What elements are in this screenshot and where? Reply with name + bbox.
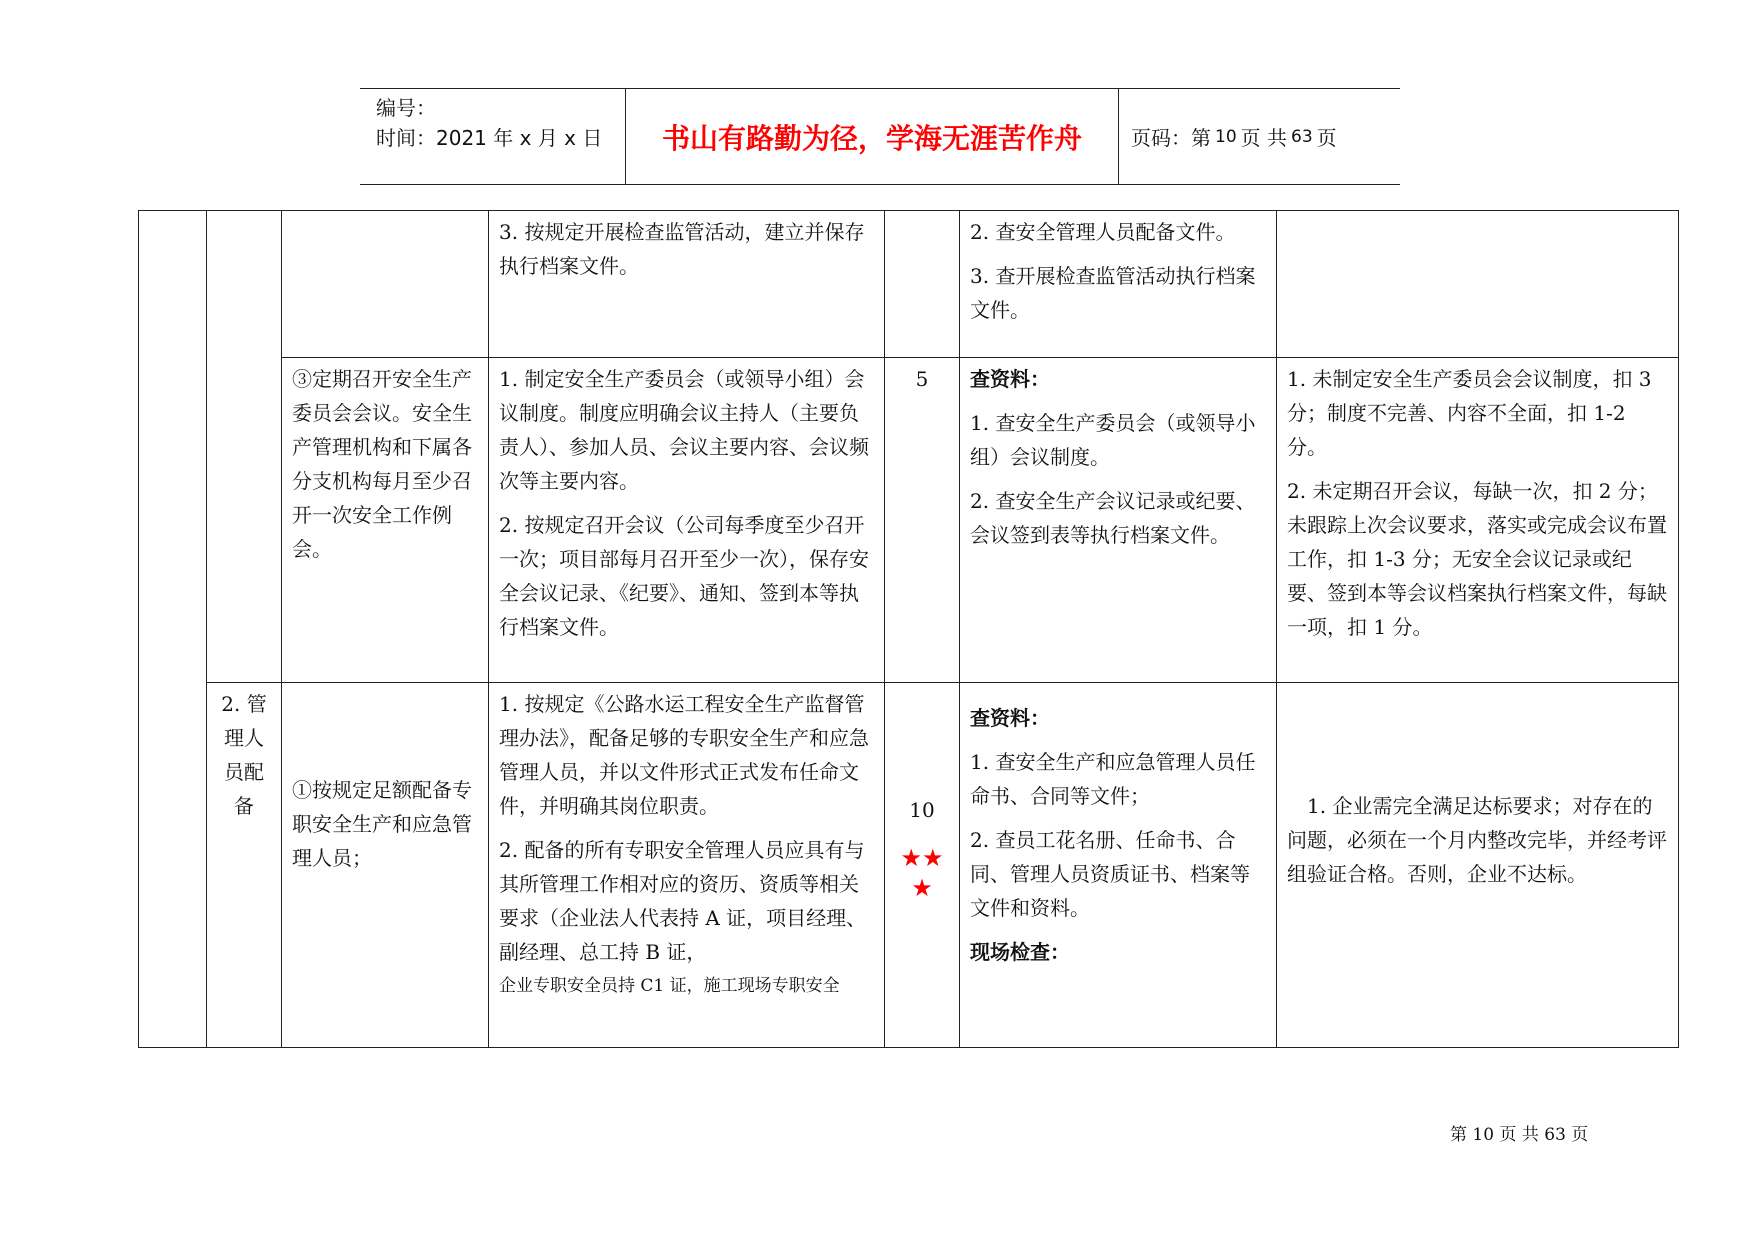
- item-cell: [282, 211, 489, 358]
- criteria-text: 1. 企业需完全满足达标要求；对存在的问题，必须在一个月内整改完毕，并经考评组验证合格。否则，企业不达标。: [1287, 794, 1667, 886]
- method-title: 查资料：: [970, 367, 1050, 391]
- date-label: 时间：2021 年 x 月 x 日: [376, 126, 603, 150]
- table-row: [139, 211, 1679, 358]
- criteria-cell: [1277, 211, 1679, 358]
- score-value: 5: [915, 367, 929, 391]
- method-text: 1. 查安全生产委员会（或领导小组）会议制度。: [970, 411, 1256, 469]
- criteria-cell: [1277, 358, 1679, 683]
- score-cell: [885, 211, 960, 358]
- item-text: ①按规定足额配备专职安全生产和应急管理人员；: [292, 778, 472, 870]
- content-text: 企业专职安全员持 C1 证，施工现场专职安全: [499, 976, 840, 996]
- content-cell: [489, 211, 885, 358]
- header-page-info: [1119, 89, 1400, 184]
- number-label: 编号：: [376, 96, 436, 120]
- page-suffix: 页: [1316, 126, 1337, 150]
- page-prefix: 页码：第: [1131, 126, 1211, 150]
- star-rating: ★★ ★: [900, 844, 944, 902]
- section-cell: [139, 211, 207, 1048]
- content-text: 3. 按规定开展检查监管活动，建立并保存执行档案文件。: [499, 220, 865, 278]
- method-text: 1. 查安全生产和应急管理人员任命书、合同等文件；: [970, 750, 1256, 808]
- method-text: 2. 查安全生产会议记录或纪要、会议签到表等执行档案文件。: [970, 489, 1256, 547]
- content-cell: [489, 358, 885, 683]
- page-total: 63: [1291, 126, 1313, 147]
- score-cell: [885, 683, 960, 1048]
- page-footer: 第 10 页 共 63 页: [1450, 1125, 1589, 1145]
- criteria-text: 1. 未制定安全生产委员会会议制度，扣 3 分；制度不完善、内容不全面，扣 1-2 分。: [1287, 367, 1652, 459]
- category-cell: [207, 211, 282, 683]
- method-text: 3. 查开展检查监管活动执行档案文件。: [970, 264, 1256, 322]
- content-text: 2. 配备的所有专职安全管理人员应具有与其所管理工作相对应的资历、资质等相关要求（企业法人代表持 A 证，项目经理、副经理、总工持 B 证，: [499, 838, 867, 964]
- method-cell: [960, 683, 1277, 1048]
- assessment-table: [138, 210, 1679, 1048]
- document-header: [360, 88, 1400, 185]
- page-current: 10: [1215, 126, 1237, 147]
- category-text: 2. 管理人员配备: [221, 692, 267, 818]
- table-row: [139, 358, 1679, 683]
- header-meta: [360, 89, 626, 184]
- criteria-text: 2. 未定期召开会议，每缺一次，扣 2 分；未跟踪上次会议要求，落实或完成会议布置工作，扣 1-3 分；无安全会议记录或纪要、签到本等会议档案执行档案文件，每缺一项，扣 1 分。: [1287, 479, 1667, 639]
- table-row: [139, 683, 1679, 1048]
- header-motto: 书山有路勤为径，学海无涯苦作舟: [626, 89, 1119, 184]
- method-text: 2. 查员工花名册、任命书、合同、管理人员资质证书、档案等文件和资料。: [970, 828, 1250, 920]
- score-cell: [885, 358, 960, 683]
- method-cell: [960, 211, 1277, 358]
- method-cell: [960, 358, 1277, 683]
- item-cell: [282, 683, 489, 1048]
- content-text: 2. 按规定召开会议（公司每季度至少召开一次；项目部每月召开至少一次），保存安全会议记录、《纪要》、通知、签到本等执行档案文件。: [499, 513, 869, 639]
- score-value: 10: [909, 798, 935, 822]
- method-title: 查资料：: [970, 706, 1050, 730]
- content-cell: [489, 683, 885, 1048]
- criteria-cell: [1277, 683, 1679, 1048]
- content-text: 1. 制定安全生产委员会（或领导小组）会议制度。制度应明确会议主持人（主要负责人）、参加人员、会议主要内容、会议频次等主要内容。: [499, 367, 869, 493]
- method-text: 2. 查安全管理人员配备文件。: [970, 220, 1236, 244]
- page-mid: 页 共: [1240, 126, 1287, 150]
- item-text: ③定期召开安全生产委员会会议。安全生产管理机构和下属各分支机构每月至少召开一次安全工作例会。: [292, 367, 472, 561]
- method-title: 现场检查：: [970, 940, 1070, 964]
- item-cell: [282, 358, 489, 683]
- category-cell: [207, 683, 282, 1048]
- content-text: 1. 按规定《公路水运工程安全生产监督管理办法》，配备足够的专职安全生产和应急管理人员，并以文件形式正式发布任命文件，并明确其岗位职责。: [499, 692, 869, 818]
